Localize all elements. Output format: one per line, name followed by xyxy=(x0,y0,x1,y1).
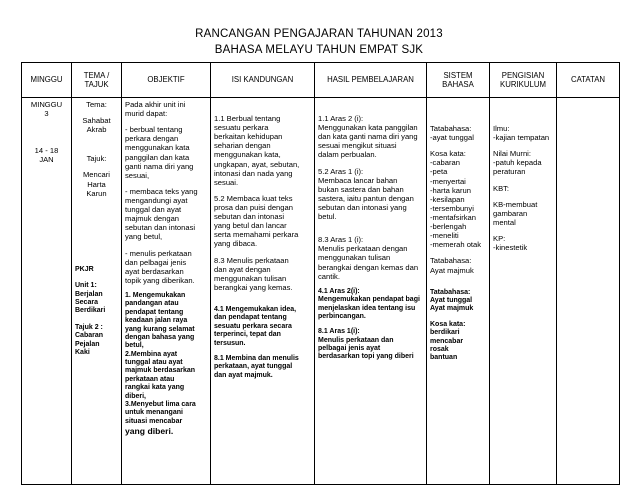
header-tema-line2: TAJUK xyxy=(84,80,109,89)
text-line: sesuai, xyxy=(125,170,150,180)
objektif-item-3 xyxy=(125,249,207,285)
sistem-para-4 xyxy=(430,289,486,314)
minggu-month: JAN xyxy=(39,155,54,165)
text-line: dan pelbagai jenis xyxy=(125,257,187,267)
cell-tema xyxy=(72,98,122,485)
text-line: ayat berdasarkan xyxy=(125,266,184,276)
text-line: 5.2 Aras 1 (i): xyxy=(318,166,364,176)
text-line: Menulis perkataan dan xyxy=(318,336,394,344)
objektif-item-1 xyxy=(125,125,207,180)
isi-para-3 xyxy=(214,256,311,292)
text-line: majmuk berdasarkan xyxy=(125,367,196,375)
text-line: Ayat majmuk xyxy=(430,265,474,275)
text-line: 1. Mengemukakan xyxy=(125,291,186,299)
minggu-date: 14 - 18 xyxy=(34,146,59,156)
cell-objektif xyxy=(122,98,211,485)
text-line: 8.1 Aras 1(i): xyxy=(318,328,360,336)
text-line: serta memahami perkara xyxy=(214,230,299,240)
tajuk2-line2: Cabaran xyxy=(75,332,104,340)
tema-line1: Sahabat xyxy=(82,116,111,126)
text-line: topik yang diberikan. xyxy=(125,275,195,285)
hasil-para-3 xyxy=(318,235,423,281)
text-line: menggunakan kata, xyxy=(214,150,281,160)
sistem-para-2 xyxy=(430,149,486,249)
pengisian-para-3 xyxy=(493,184,553,193)
text-line: 5.2 Membaca kuat teks xyxy=(214,193,293,203)
text-line: perkataan atau xyxy=(125,375,175,383)
text-line: menggunakan kata xyxy=(125,143,190,153)
text-line: gambaran xyxy=(493,208,528,218)
hasil-para-4 xyxy=(318,288,423,322)
cell-hasil xyxy=(315,98,427,485)
cell-minggu xyxy=(22,98,72,485)
text-line: rangkai kata yang xyxy=(125,384,185,392)
unit-line3: Secara xyxy=(75,298,98,306)
text-line: perkataan, ayat tunggal xyxy=(214,363,293,371)
sistem-para-5 xyxy=(430,321,486,363)
text-line: sesuai. xyxy=(214,177,239,187)
text-line: sastera, iaitu pantun dengan xyxy=(318,193,414,203)
text-line: -meneliti xyxy=(430,231,459,241)
hasil-para-1 xyxy=(318,114,423,160)
pengisian-para-5 xyxy=(493,234,553,252)
text-line: 4.1 Mengemukakan idea, xyxy=(214,305,297,313)
text-line: dan ayat majmuk. xyxy=(214,371,273,379)
objektif-intro2: murid dapat: xyxy=(125,109,168,119)
text-line: situasi mencabar xyxy=(125,417,183,425)
text-line: yang betul, xyxy=(125,232,163,242)
text-line: Menulis perkataan dengan xyxy=(318,244,408,254)
lesson-plan-table xyxy=(21,62,620,485)
header-row xyxy=(22,63,620,98)
text-line: mencabar xyxy=(430,337,464,345)
text-line: Ilmu: xyxy=(493,124,510,133)
unit-line1: Unit 1: xyxy=(75,282,97,290)
text-line: Menggunakan kata panggilan xyxy=(318,123,418,133)
text-line: pelbagai jenis ayat xyxy=(318,345,381,353)
tajuk2-line3: Pejalan xyxy=(75,340,100,348)
text-line: -ayat tunggal xyxy=(430,133,474,143)
header-tema-line1: TEMA / xyxy=(83,70,110,80)
text-line: betul, xyxy=(125,342,144,350)
text-line: KB-membuat xyxy=(493,199,538,209)
text-line: dan pendapat tentang xyxy=(214,314,287,322)
text-line: bukan sastera dan bahan xyxy=(318,184,404,194)
header-objektif: OBJEKTIF xyxy=(122,63,211,98)
isi-para-1 xyxy=(214,114,311,187)
text-line: pendapat tentang xyxy=(125,308,184,316)
document-subtitle: BAHASA MELAYU TAHUN EMPAT SJK xyxy=(214,44,424,56)
text-line: intonasi dan nada yang xyxy=(214,168,293,178)
text-line: seharian dengan xyxy=(214,141,271,151)
text-line: mental xyxy=(493,217,516,227)
hasil-para-5 xyxy=(318,328,423,362)
text-line: betul. xyxy=(318,212,337,222)
text-line: sesuai mengikut situasi xyxy=(318,141,397,151)
tajuk-line1: Mencari xyxy=(82,170,110,180)
tajuk2-line1: Tajuk 2 : xyxy=(75,323,103,331)
sistem-para-3 xyxy=(430,256,486,274)
isi-para-4 xyxy=(214,306,311,348)
header-sistem-line2: BAHASA xyxy=(442,80,474,89)
text-line: yang kurang selamat xyxy=(125,325,195,333)
text-line: berangkai dengan kemas dan xyxy=(318,262,419,272)
text-line: Membaca lancar bahan xyxy=(318,175,398,185)
pkjr-label: PKJR xyxy=(75,265,94,273)
text-line: perbincangan. xyxy=(318,312,366,320)
text-line: tersusun. xyxy=(214,339,246,347)
text-line: pandangan atau xyxy=(125,300,179,308)
tajuk2-line4: Kaki xyxy=(75,348,90,356)
text-line: berkaitan kehidupan xyxy=(214,132,283,142)
isi-para-5 xyxy=(214,355,311,380)
tajuk-label: Tajuk: xyxy=(86,154,107,164)
text-line: -kesilapan xyxy=(430,194,465,204)
text-line: - membaca teks yang xyxy=(125,186,198,196)
text-line: Ayat majmuk xyxy=(430,305,474,313)
tema-label: Tema: xyxy=(86,100,107,109)
text-line: untuk menangani xyxy=(125,409,183,417)
text-line: berdasarkan topi yang diberi xyxy=(318,353,414,361)
header-sistem-line1: SISTEM xyxy=(443,70,473,80)
text-line: Ayat tunggal xyxy=(430,297,473,305)
cell-catatan xyxy=(557,98,620,485)
pengisian-para-2 xyxy=(493,149,553,176)
text-line: -menyertai xyxy=(430,176,466,186)
text-line: ungkapan, ayat, sebutan, xyxy=(214,159,300,169)
objektif-intro1: Pada akhir unit ini xyxy=(125,100,186,109)
minggu-line2: 3 xyxy=(44,109,49,119)
text-line: ganti nama diri yang xyxy=(125,161,194,171)
header-sistem xyxy=(427,63,490,98)
text-line: -memerah otak xyxy=(430,240,482,250)
text-line: sesuatu perkara secara xyxy=(214,322,292,330)
text-line: -mentafsirkan xyxy=(430,212,477,222)
text-line: diberi, xyxy=(125,392,147,400)
text-line: Mengemukakan pendapat bagi xyxy=(318,296,420,304)
objektif-item-4 xyxy=(125,292,207,426)
text-line: 4.1 Aras 2(i): xyxy=(318,287,360,295)
text-line: sebutan dan intonasi yang xyxy=(318,202,407,212)
text-line: 8.3 Menulis perkataan xyxy=(214,255,289,265)
text-line: yang dibaca. xyxy=(214,239,258,249)
document-title: RANCANGAN PENGAJARAN TAHUNAN 2013 xyxy=(195,28,443,40)
unit-line4: Berdikari xyxy=(75,307,106,315)
text-line: dan ayat dengan xyxy=(214,264,271,274)
text-line: tunggal atau ayat xyxy=(125,359,183,367)
text-line: keadaan jalan raya xyxy=(125,317,188,325)
header-tema xyxy=(72,63,122,98)
text-line: rosak xyxy=(430,345,449,353)
text-line: -harta karun xyxy=(430,185,471,195)
text-line: Kosa kata: xyxy=(430,320,466,328)
text-line: menggunakan tulisan xyxy=(214,273,287,283)
pengisian-para-4 xyxy=(493,200,553,227)
text-line: majmuk dengan xyxy=(125,214,180,224)
text-line: 1.1 Aras 2 (i): xyxy=(318,114,364,123)
header-pengisian-line1: PENGISIAN xyxy=(501,70,545,80)
text-line: yang betul dan lancar xyxy=(214,221,287,231)
hasil-para-2 xyxy=(318,167,423,222)
text-line: menggunakan tulisan xyxy=(318,253,391,263)
header-isi: ISI KANDUNGAN xyxy=(211,63,315,98)
text-line: 8.3 Aras 1 (i): xyxy=(318,235,364,245)
text-line: -berlengah xyxy=(430,222,467,232)
header-pengisian xyxy=(490,63,557,98)
objektif-item-2 xyxy=(125,187,207,242)
pengisian-para-1 xyxy=(493,124,553,142)
header-pengisian-line2: KURIKULUM xyxy=(500,80,546,89)
unit-line2: Berjalan xyxy=(75,290,103,298)
text-line: terperinci, tepat dan xyxy=(214,331,281,339)
text-line: dan kata ganti nama diri yang xyxy=(318,132,418,142)
header-catatan: CATATAN xyxy=(557,63,620,98)
tema-line2: Akrab xyxy=(86,125,107,135)
text-line: berdikari xyxy=(430,329,460,337)
text-line: sebutan dan intonasi xyxy=(214,212,285,222)
header-hasil: HASIL PEMBELAJARAN xyxy=(315,63,427,98)
text-line: KP: xyxy=(493,233,506,243)
text-line: panggilan dan kata xyxy=(125,152,190,162)
text-line: -peta xyxy=(430,167,448,177)
text-line: -kinestetik xyxy=(493,243,528,253)
text-line: - menulis perkataan xyxy=(125,248,192,258)
text-line: 1.1 Berbual tentang xyxy=(214,114,281,123)
text-line: KBT: xyxy=(493,183,510,193)
text-line: bantuan xyxy=(430,354,458,362)
text-line: -patuh kepada xyxy=(493,158,542,168)
isi-para-2 xyxy=(214,194,311,249)
minggu-line1: MINGGU xyxy=(30,100,63,109)
text-line: menjelaskan idea tentang isu xyxy=(318,304,416,312)
text-line: berangkai yang kemas. xyxy=(214,282,293,292)
text-line: -tersembunyi xyxy=(430,203,474,213)
text-line: -cabaran xyxy=(430,158,460,168)
text-line: prosa dan puisi dengan xyxy=(214,202,293,212)
cell-pengisian xyxy=(490,98,557,485)
text-line: perkara dengan xyxy=(125,134,179,144)
tajuk-line2: Harta xyxy=(87,179,106,189)
text-line: dalam perbualan. xyxy=(318,150,377,160)
text-line: Tatabahasa: xyxy=(430,256,472,266)
text-line: sesuatu perkara xyxy=(214,123,269,133)
text-line: sebutan dan intonasi xyxy=(125,223,196,233)
text-line: - berbual tentang xyxy=(125,125,183,135)
cell-isi xyxy=(211,98,315,485)
text-line: Nilai Murni: xyxy=(493,149,531,159)
text-line: Tatabahasa: xyxy=(430,124,472,133)
text-line: 8.1 Membina dan menulis xyxy=(214,354,299,362)
content-row xyxy=(22,98,620,485)
text-line: cantik. xyxy=(318,271,340,281)
text-line: 2.Membina ayat xyxy=(125,350,178,358)
text-line: 3.Menyebut lima cara xyxy=(125,401,196,409)
objektif-item-4-last: yang diberi. xyxy=(125,426,174,437)
text-line: Tatabahasa: xyxy=(430,288,471,296)
text-line: peraturan xyxy=(493,167,526,177)
text-line: -kajian tempatan xyxy=(493,133,550,143)
text-line: dengan bahasa yang xyxy=(125,333,195,341)
header-minggu: MINGGU xyxy=(22,63,72,98)
sistem-para-1 xyxy=(430,124,486,142)
text-line: mengandungi ayat xyxy=(125,195,188,205)
text-line: Kosa kata: xyxy=(430,149,466,159)
text-line: tunggal dan ayat xyxy=(125,205,182,215)
tajuk-line3: Karun xyxy=(86,188,107,198)
cell-sistem xyxy=(427,98,490,485)
